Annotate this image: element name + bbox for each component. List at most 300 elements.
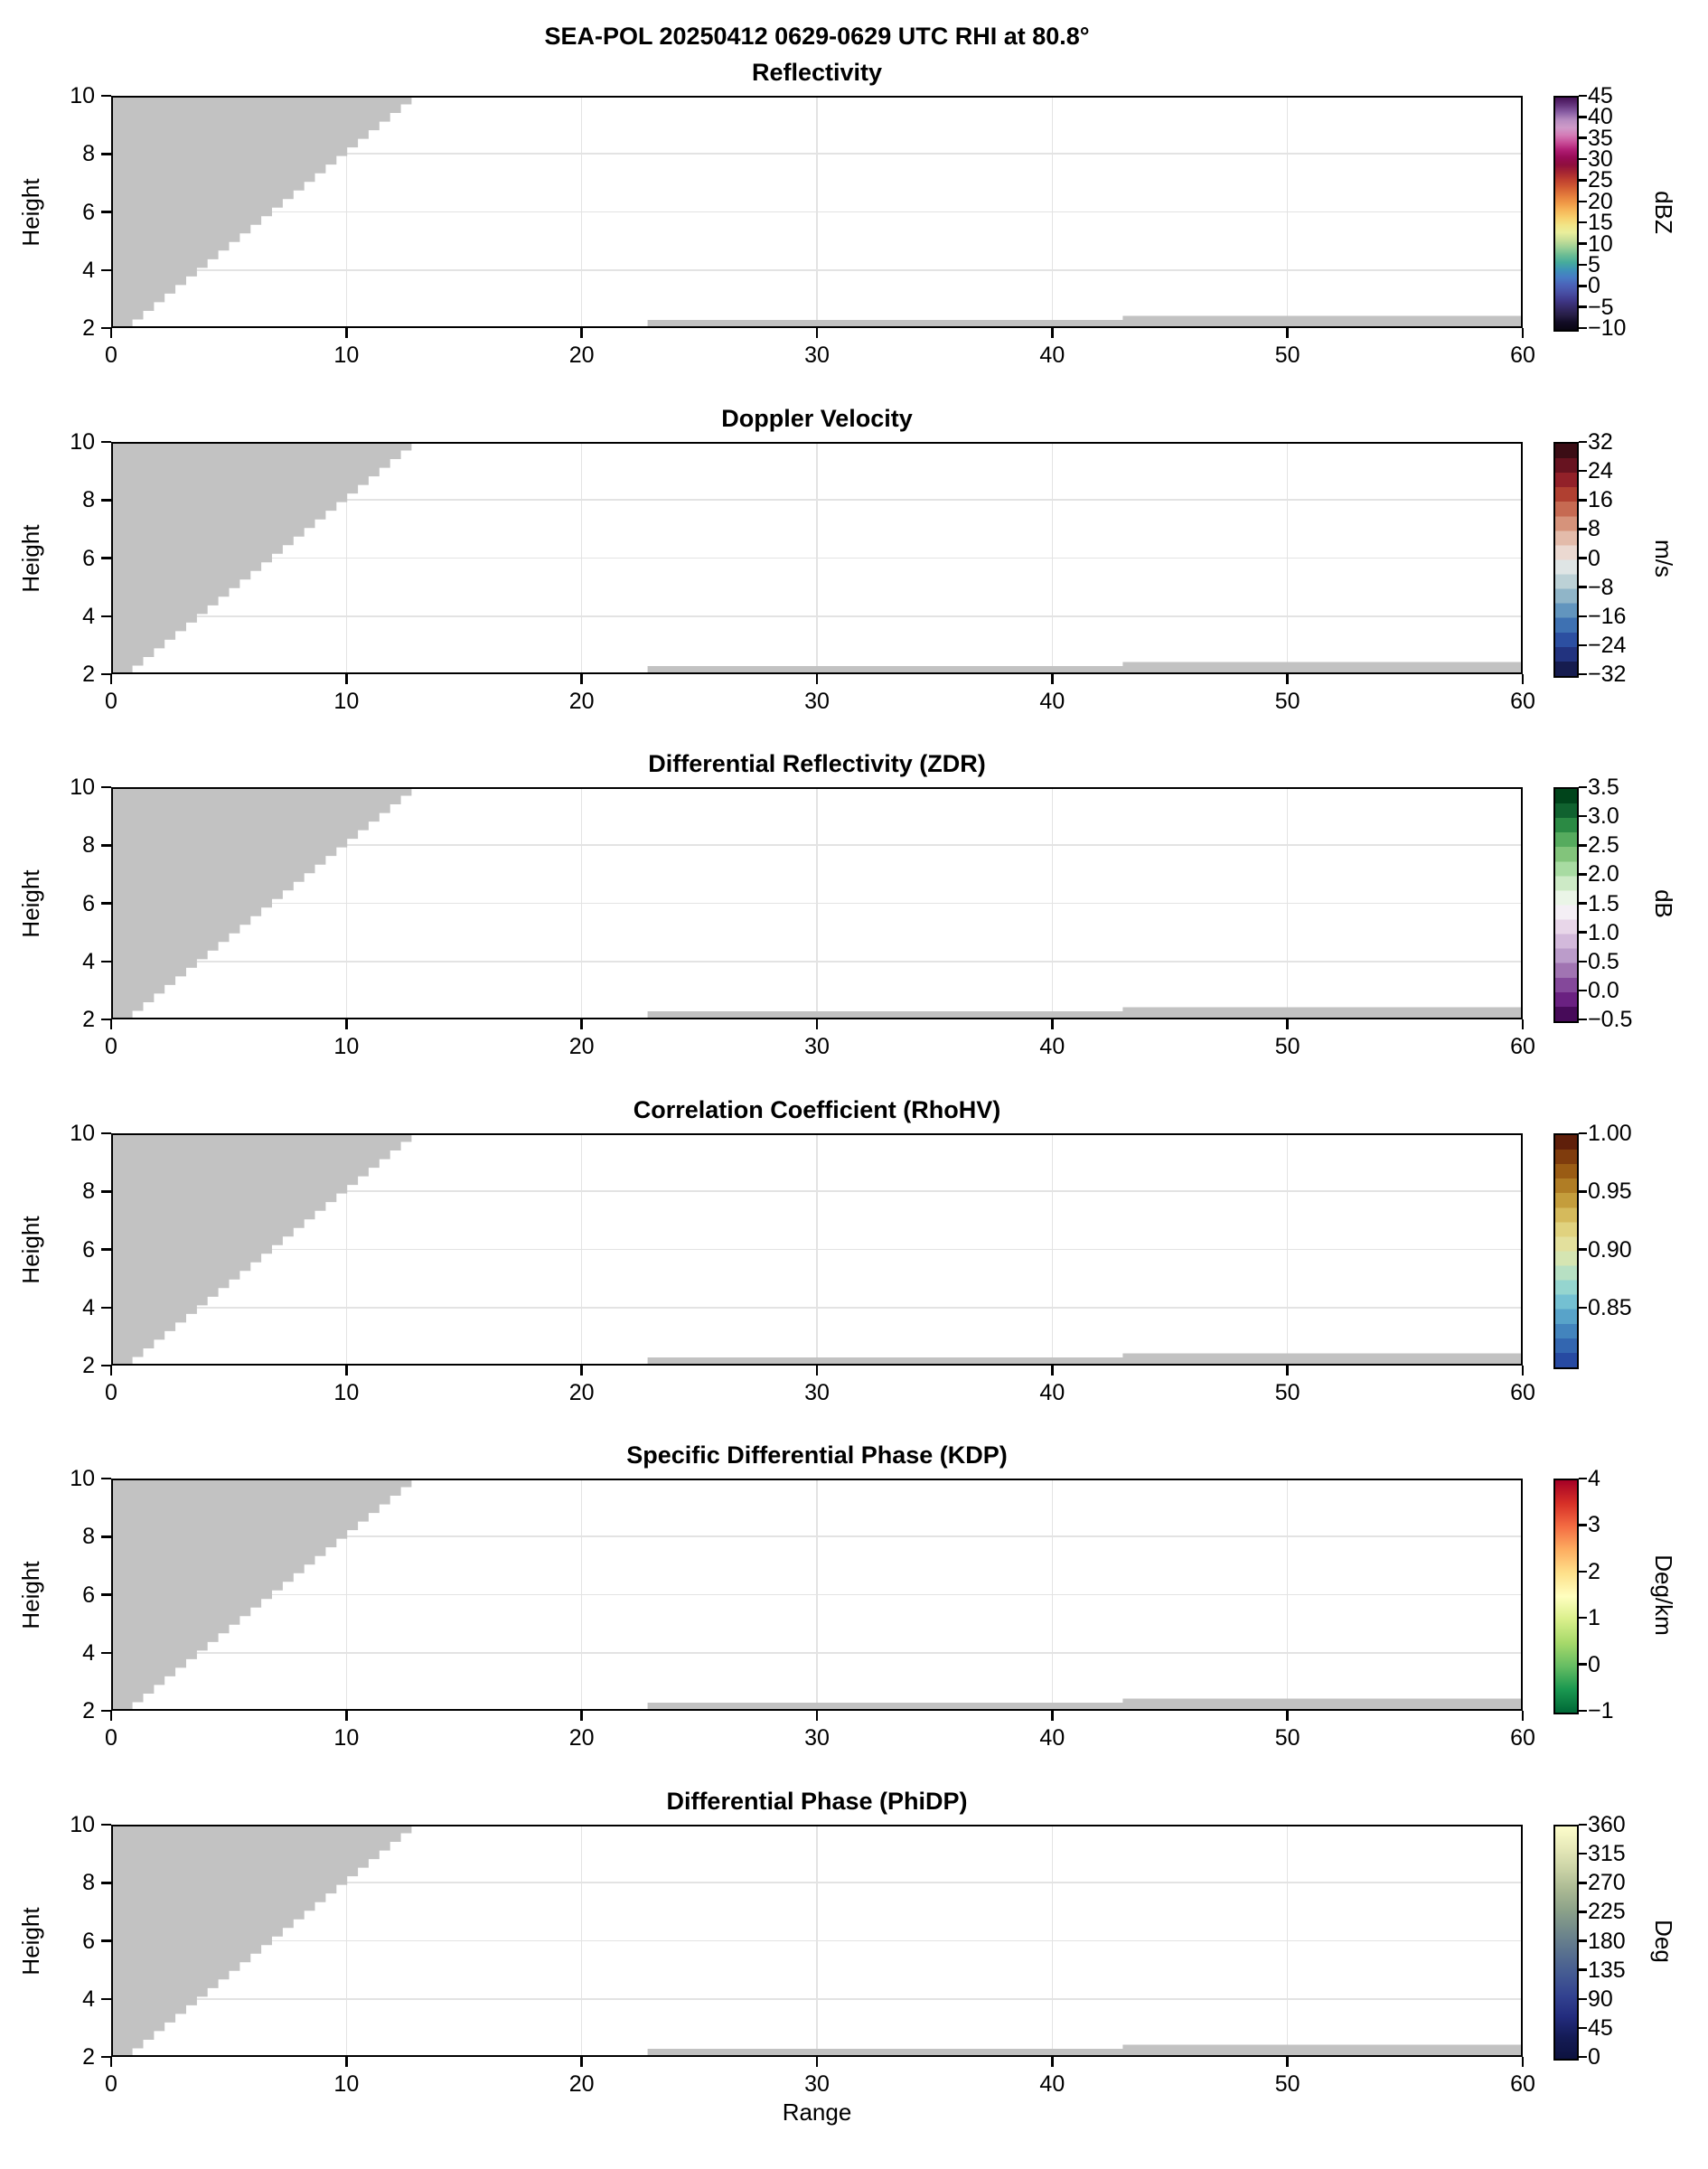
x-tick-label: 40 [1039, 2071, 1065, 2097]
colorbar-tick-label: 0 [1588, 545, 1600, 571]
y-tick-label: 2 [82, 2044, 95, 2070]
no-data-wedge [111, 1479, 411, 1711]
gridline-vertical [1052, 96, 1054, 328]
y-tick-mark [101, 961, 111, 963]
x-tick-label: 50 [1274, 343, 1300, 368]
gridline-vertical [1052, 1133, 1054, 1366]
colorbar-tick-label: 2 [1588, 1558, 1600, 1584]
colorbar-tick-label: 180 [1588, 1928, 1626, 1954]
x-tick-label: 10 [333, 1034, 360, 1059]
colorbar-tick-mark [1579, 136, 1587, 139]
no-data-strip [648, 2049, 1123, 2057]
no-data-mask-layer [111, 1479, 1523, 1711]
colorbar-tick-label: 0 [1588, 2044, 1600, 2070]
colorbar [1553, 1133, 1579, 1369]
colorbar-tick-mark [1579, 221, 1587, 224]
no-data-strip [648, 666, 1123, 674]
colorbar [1553, 787, 1579, 1023]
x-tick-label: 40 [1039, 1034, 1065, 1059]
x-tick-label: 0 [105, 2071, 117, 2097]
x-tick-mark [1286, 328, 1289, 338]
y-tick-label: 10 [70, 1121, 95, 1146]
gridline-vertical [816, 787, 818, 1019]
colorbar-tick-mark [1579, 1132, 1587, 1135]
x-tick-label: 60 [1510, 1380, 1535, 1405]
x-tick-label: 50 [1274, 689, 1300, 714]
no-data-strip [1122, 662, 1523, 675]
gridline-vertical [346, 787, 348, 1019]
y-tick-mark [101, 2056, 111, 2059]
gridline-vertical [816, 96, 818, 328]
y-axis-label: Height [17, 869, 44, 938]
gridline-horizontal [111, 269, 1523, 271]
x-tick-label: 10 [333, 343, 360, 368]
gridline-horizontal [111, 1594, 1523, 1596]
x-tick-label: 30 [804, 1034, 830, 1059]
x-tick-mark [816, 328, 819, 338]
x-tick-label: 50 [1274, 1725, 1300, 1751]
colorbar-tick-label: 4 [1588, 1466, 1600, 1491]
y-tick-mark [101, 1998, 111, 2001]
y-tick-label: 6 [82, 890, 95, 916]
gridline-vertical [346, 442, 348, 674]
colorbar-tick-mark [1579, 786, 1587, 789]
colorbar-tick-label: 0 [1588, 273, 1600, 299]
y-tick-label: 8 [82, 1178, 95, 1205]
x-tick-label: 30 [804, 343, 830, 368]
gridline-vertical [1287, 787, 1289, 1019]
colorbar-tick-label: −1 [1588, 1698, 1614, 1723]
colorbar-tick-mark [1579, 557, 1587, 559]
gridline-horizontal [111, 1535, 1523, 1537]
colorbar-tick-mark [1579, 1524, 1587, 1526]
colorbar-tick-mark [1579, 158, 1587, 161]
y-tick-mark [101, 902, 111, 905]
x-tick-mark [1522, 328, 1525, 338]
colorbar-tick-mark [1579, 441, 1587, 444]
colorbar-tick-label: 2.5 [1588, 832, 1619, 859]
colorbar-tick-mark [1579, 1911, 1587, 1913]
gridline-vertical [1287, 1479, 1289, 1711]
colorbar-tick-label: −24 [1588, 632, 1627, 658]
no-data-strip [648, 1011, 1123, 1019]
y-tick-label: 2 [82, 662, 95, 687]
colorbar [1553, 442, 1579, 678]
colorbar-tick-mark [1579, 931, 1587, 934]
x-tick-mark [1286, 1711, 1289, 1721]
no-data-wedge [111, 442, 411, 674]
y-tick-mark [101, 1535, 111, 1538]
colorbar-tick-mark [1579, 528, 1587, 531]
no-data-mask-layer [111, 1825, 1523, 2057]
x-tick-label: 30 [804, 2071, 830, 2097]
colorbar-tick-label: 0.5 [1588, 948, 1619, 974]
plot-frame [111, 787, 1523, 1019]
gridline-horizontal [111, 1190, 1523, 1192]
colorbar-tick-mark [1579, 1882, 1587, 1884]
plot-frame [111, 1825, 1523, 2057]
colorbar-tick-label: −5 [1588, 294, 1614, 320]
gridline-horizontal [111, 558, 1523, 559]
y-tick-mark [101, 1307, 111, 1310]
x-tick-mark [816, 1366, 819, 1376]
y-tick-label: 8 [82, 487, 95, 513]
colorbar-tick-mark [1579, 264, 1587, 267]
y-tick-label: 2 [82, 1353, 95, 1378]
no-data-mask-layer [111, 96, 1523, 328]
x-tick-mark [1051, 674, 1054, 684]
x-tick-mark [1522, 1711, 1525, 1721]
panel-title: Specific Differential Phase (KDP) [626, 1441, 1008, 1469]
y-tick-mark [101, 673, 111, 676]
y-tick-label: 2 [82, 1007, 95, 1032]
colorbar-unit-label: dBZ [1650, 190, 1677, 234]
gridline-horizontal [111, 1307, 1523, 1309]
colorbar-tick-label: 30 [1588, 146, 1613, 173]
gridline-vertical [581, 787, 583, 1019]
y-tick-mark [101, 1132, 111, 1135]
gridline-horizontal [111, 1998, 1523, 2000]
gridline-vertical [346, 96, 348, 328]
x-tick-label: 50 [1274, 1034, 1300, 1059]
x-tick-mark [580, 1366, 583, 1376]
colorbar-tick-mark [1579, 961, 1587, 963]
y-tick-mark [101, 844, 111, 847]
x-tick-mark [110, 674, 113, 684]
y-tick-mark [101, 1365, 111, 1367]
x-tick-mark [580, 674, 583, 684]
y-tick-mark [101, 153, 111, 155]
y-tick-label: 10 [70, 429, 95, 455]
x-tick-label: 30 [804, 689, 830, 714]
plot-area [111, 787, 1523, 1019]
figure-suptitle: SEA-POL 20250412 0629-0629 UTC RHI at 80.8° [544, 23, 1090, 50]
colorbar-unit-label: Deg [1650, 1919, 1677, 1963]
x-tick-mark [580, 328, 583, 338]
x-tick-label: 0 [105, 1725, 117, 1751]
x-axis-label: Range [782, 2099, 852, 2126]
y-tick-label: 6 [82, 1236, 95, 1263]
colorbar-tick-label: 0.85 [1588, 1294, 1632, 1320]
x-tick-mark [1286, 674, 1289, 684]
colorbar-tick-mark [1579, 844, 1587, 847]
y-tick-mark [101, 1248, 111, 1251]
y-axis-label: Height [17, 177, 44, 247]
y-tick-mark [101, 95, 111, 98]
x-tick-mark [1051, 2057, 1054, 2067]
y-tick-label: 10 [70, 83, 95, 108]
no-data-mask-layer [111, 1133, 1523, 1366]
plot-frame [111, 1479, 1523, 1711]
y-tick-mark [101, 1190, 111, 1193]
x-tick-label: 60 [1510, 343, 1535, 368]
colorbar-tick-label: 3.0 [1588, 803, 1619, 830]
colorbar-tick-label: 0.0 [1588, 977, 1619, 1003]
colorbar-tick-label: 15 [1588, 210, 1613, 236]
colorbar-tick-label: −32 [1588, 662, 1627, 687]
gridline-vertical [1052, 1479, 1054, 1711]
no-data-strip [1122, 1354, 1523, 1366]
y-tick-label: 8 [82, 832, 95, 859]
x-tick-label: 0 [105, 1380, 117, 1405]
colorbar-tick-label: −10 [1588, 315, 1627, 341]
colorbar-tick-label: 8 [1588, 516, 1600, 542]
y-tick-label: 6 [82, 1928, 95, 1954]
gridline-horizontal [111, 499, 1523, 501]
colorbar-tick-label: 25 [1588, 167, 1613, 193]
colorbar [1553, 1825, 1579, 2061]
x-tick-mark [816, 674, 819, 684]
y-tick-label: 10 [70, 1812, 95, 1837]
y-tick-label: 2 [82, 315, 95, 341]
y-tick-mark [101, 1019, 111, 1021]
y-axis-label: Height [17, 1906, 44, 1976]
colorbar-tick-mark [1579, 873, 1587, 876]
colorbar-tick-mark [1579, 242, 1587, 245]
y-tick-label: 6 [82, 1582, 95, 1608]
no-data-strip [1122, 1008, 1523, 1020]
x-tick-mark [345, 1019, 348, 1029]
colorbar-tick-mark [1579, 285, 1587, 287]
no-data-wedge [111, 1825, 411, 2057]
y-tick-label: 10 [70, 775, 95, 800]
gridline-horizontal [111, 1882, 1523, 1883]
x-tick-label: 50 [1274, 1380, 1300, 1405]
x-tick-mark [110, 1019, 113, 1029]
x-tick-mark [816, 1019, 819, 1029]
x-tick-mark [1286, 1019, 1289, 1029]
colorbar-tick-mark [1579, 1939, 1587, 1942]
colorbar-tick-mark [1579, 673, 1587, 676]
colorbar-tick-mark [1579, 1710, 1587, 1713]
colorbar-tick-label: 0.90 [1588, 1236, 1632, 1263]
colorbar-tick-mark [1579, 327, 1587, 330]
colorbar-tick-label: 0.95 [1588, 1178, 1632, 1205]
no-data-mask-layer [111, 787, 1523, 1019]
gridline-horizontal [111, 1249, 1523, 1251]
y-tick-label: 10 [70, 1466, 95, 1491]
y-tick-mark [101, 1824, 111, 1826]
plot-area [111, 96, 1523, 328]
gridline-vertical [1052, 1825, 1054, 2057]
x-tick-label: 60 [1510, 689, 1535, 714]
y-tick-label: 8 [82, 1524, 95, 1550]
colorbar-tick-label: 16 [1588, 487, 1613, 513]
x-tick-label: 40 [1039, 343, 1065, 368]
colorbar-tick-mark [1579, 1307, 1587, 1310]
gridline-horizontal [111, 844, 1523, 846]
x-tick-label: 60 [1510, 1725, 1535, 1751]
x-tick-label: 20 [568, 1725, 595, 1751]
colorbar-tick-mark [1579, 201, 1587, 203]
colorbar-tick-mark [1579, 470, 1587, 473]
x-tick-label: 0 [105, 689, 117, 714]
y-tick-label: 4 [82, 257, 95, 283]
x-tick-mark [345, 1711, 348, 1721]
plot-frame [111, 1133, 1523, 1366]
gridline-vertical [581, 1825, 583, 2057]
colorbar-tick-label: 2.0 [1588, 861, 1619, 887]
colorbar-tick-mark [1579, 1853, 1587, 1855]
colorbar-tick-label: 1.00 [1588, 1121, 1632, 1146]
colorbar-tick-label: 270 [1588, 1870, 1626, 1896]
y-tick-mark [101, 615, 111, 618]
x-tick-mark [345, 1366, 348, 1376]
colorbar-unit-label: m/s [1650, 539, 1677, 577]
x-tick-mark [345, 674, 348, 684]
y-tick-label: 4 [82, 1294, 95, 1320]
x-tick-label: 20 [568, 2071, 595, 2097]
x-tick-mark [1286, 2057, 1289, 2067]
y-tick-mark [101, 211, 111, 213]
x-tick-label: 0 [105, 1034, 117, 1059]
y-tick-mark [101, 327, 111, 330]
x-tick-mark [1051, 1366, 1054, 1376]
panel-title: Reflectivity [751, 59, 883, 86]
x-tick-mark [580, 1711, 583, 1721]
y-tick-mark [101, 557, 111, 559]
gridline-vertical [1052, 787, 1054, 1019]
y-tick-mark [101, 1652, 111, 1655]
no-data-wedge [111, 96, 411, 328]
gridline-vertical [346, 1479, 348, 1711]
x-tick-label: 60 [1510, 1034, 1535, 1059]
x-tick-mark [1051, 328, 1054, 338]
colorbar-tick-label: 45 [1588, 83, 1613, 108]
x-tick-mark [345, 328, 348, 338]
x-tick-label: 60 [1510, 2071, 1535, 2097]
y-tick-mark [101, 786, 111, 789]
y-tick-label: 4 [82, 948, 95, 974]
x-tick-mark [816, 1711, 819, 1721]
panel-title: Differential Phase (PhiDP) [666, 1788, 968, 1815]
plot-area [111, 1825, 1523, 2057]
plot-area [111, 442, 1523, 674]
colorbar [1553, 1479, 1579, 1714]
plot-frame [111, 96, 1523, 328]
colorbar-tick-mark [1579, 179, 1587, 182]
gridline-horizontal [111, 153, 1523, 155]
x-tick-label: 0 [105, 343, 117, 368]
colorbar-tick-mark [1579, 1190, 1587, 1193]
no-data-wedge [111, 1133, 411, 1366]
colorbar-tick-mark [1579, 1571, 1587, 1573]
panel-title: Doppler Velocity [721, 405, 913, 432]
colorbar-tick-mark [1579, 95, 1587, 98]
x-tick-mark [580, 2057, 583, 2067]
gridline-horizontal [111, 903, 1523, 905]
colorbar-tick-mark [1579, 1663, 1587, 1666]
colorbar-tick-label: 0 [1588, 1651, 1600, 1677]
x-tick-mark [1522, 2057, 1525, 2067]
gridline-vertical [581, 1479, 583, 1711]
x-tick-label: 10 [333, 1725, 360, 1751]
colorbar-tick-mark [1579, 2056, 1587, 2059]
colorbar-tick-mark [1579, 990, 1587, 992]
y-tick-label: 4 [82, 1639, 95, 1666]
x-tick-label: 20 [568, 1034, 595, 1059]
colorbar-tick-label: 1.0 [1588, 919, 1619, 945]
colorbar-tick-label: 5 [1588, 251, 1600, 277]
y-axis-label: Height [17, 523, 44, 593]
y-tick-mark [101, 441, 111, 444]
no-data-strip [1122, 316, 1523, 329]
gridline-vertical [1287, 1825, 1289, 2057]
colorbar-tick-mark [1579, 644, 1587, 647]
x-tick-mark [1522, 1019, 1525, 1029]
y-tick-label: 8 [82, 1870, 95, 1896]
y-tick-label: 4 [82, 1986, 95, 2012]
x-tick-mark [1522, 674, 1525, 684]
colorbar-tick-label: −8 [1588, 574, 1614, 600]
colorbar-tick-mark [1579, 1824, 1587, 1826]
colorbar-tick-label: 20 [1588, 188, 1613, 214]
colorbar-tick-mark [1579, 1617, 1587, 1620]
gridline-vertical [581, 442, 583, 674]
colorbar-tick-label: 45 [1588, 2014, 1613, 2041]
colorbar-unit-label: Deg/km [1650, 1554, 1677, 1636]
no-data-strip [648, 1703, 1123, 1711]
colorbar-tick-label: 24 [1588, 458, 1613, 484]
colorbar-tick-label: 40 [1588, 104, 1613, 130]
y-axis-label: Height [17, 1560, 44, 1629]
colorbar-tick-label: −0.5 [1588, 1007, 1633, 1032]
colorbar-tick-label: 90 [1588, 1986, 1613, 2012]
y-tick-label: 6 [82, 545, 95, 571]
panel-title: Correlation Coefficient (RhoHV) [633, 1096, 1001, 1123]
y-tick-label: 4 [82, 603, 95, 629]
gridline-vertical [816, 442, 818, 674]
y-tick-label: 6 [82, 199, 95, 225]
x-tick-mark [345, 2057, 348, 2067]
gridline-horizontal [111, 1940, 1523, 1942]
gridline-vertical [816, 1825, 818, 2057]
colorbar-tick-mark [1579, 499, 1587, 502]
gridline-horizontal [111, 211, 1523, 213]
no-data-strip [1122, 2045, 1523, 2058]
colorbar-tick-label: 3.5 [1588, 775, 1619, 800]
x-tick-label: 10 [333, 1380, 360, 1405]
gridline-vertical [1287, 442, 1289, 674]
no-data-strip [648, 320, 1123, 328]
colorbar-unit-label: dB [1650, 888, 1677, 918]
gridline-horizontal [111, 615, 1523, 617]
x-tick-label: 40 [1039, 1380, 1065, 1405]
no-data-strip [648, 1357, 1123, 1366]
no-data-wedge [111, 787, 411, 1019]
gridline-vertical [581, 96, 583, 328]
plot-area [111, 1133, 1523, 1366]
colorbar-tick-mark [1579, 815, 1587, 818]
y-tick-mark [101, 1939, 111, 1942]
colorbar-tick-mark [1579, 2027, 1587, 2030]
colorbar-tick-label: 360 [1588, 1812, 1626, 1837]
colorbar-tick-mark [1579, 1019, 1587, 1021]
x-tick-mark [580, 1019, 583, 1029]
y-tick-label: 8 [82, 141, 95, 167]
gridline-vertical [1287, 1133, 1289, 1366]
x-tick-mark [1051, 1019, 1054, 1029]
gridline-horizontal [111, 961, 1523, 962]
x-tick-mark [110, 2057, 113, 2067]
x-tick-mark [1522, 1366, 1525, 1376]
x-tick-label: 20 [568, 343, 595, 368]
colorbar-tick-mark [1579, 305, 1587, 308]
colorbar-tick-mark [1579, 1998, 1587, 2001]
colorbar-tick-mark [1579, 1478, 1587, 1480]
panel-title: Differential Reflectivity (ZDR) [648, 750, 986, 777]
x-tick-label: 20 [568, 689, 595, 714]
